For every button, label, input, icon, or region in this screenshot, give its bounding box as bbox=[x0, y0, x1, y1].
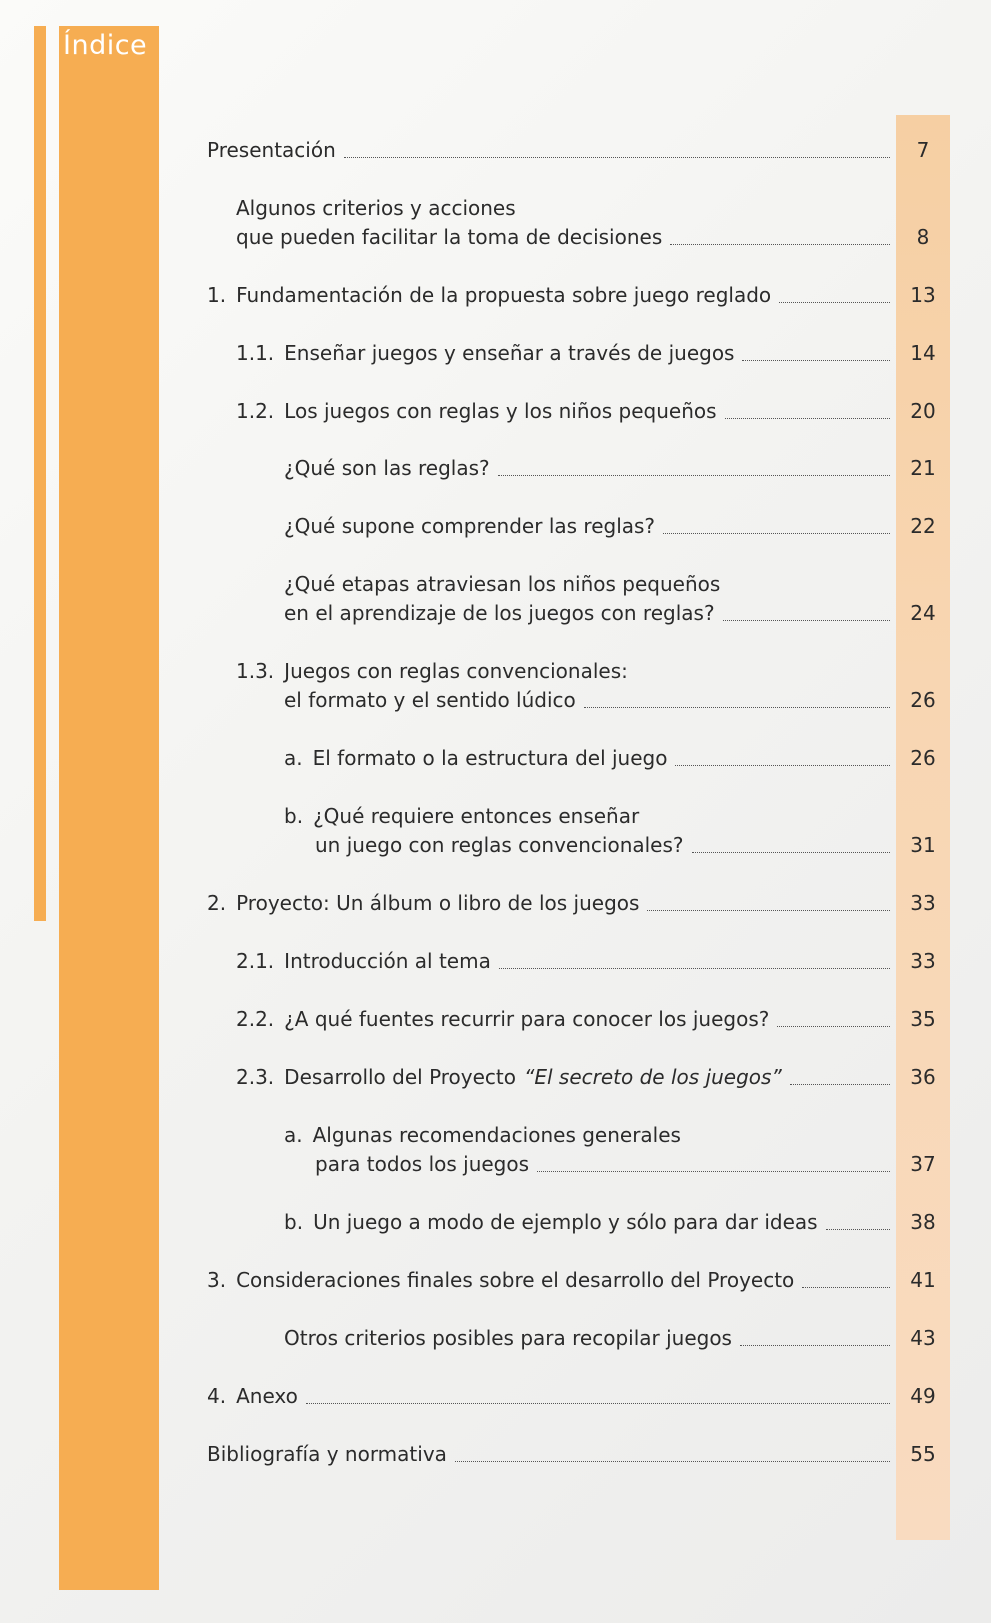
page-number: 49 bbox=[910, 1384, 936, 1408]
toc-entry-label: Otros criterios posibles para recopilar juegos bbox=[284, 1326, 732, 1350]
toc-entry-label: ¿Qué etapas atraviesan los niños pequeños bbox=[284, 572, 721, 596]
dot-leader bbox=[584, 707, 890, 708]
page-number: 26 bbox=[910, 746, 936, 770]
page-number: 8 bbox=[916, 225, 930, 249]
toc-entry-section-2-3[interactable] bbox=[236, 1062, 896, 1092]
toc-entry-section-1-3-a[interactable] bbox=[284, 743, 896, 773]
toc-entry-section-1[interactable] bbox=[207, 280, 896, 310]
dot-leader bbox=[826, 1229, 890, 1230]
toc-entry-label: Proyecto: Un álbum o libro de los juegos bbox=[236, 891, 640, 915]
page-number: 33 bbox=[910, 949, 936, 973]
dot-leader bbox=[455, 1461, 890, 1462]
dot-leader bbox=[647, 910, 890, 911]
toc-entry-label: Juegos con reglas convencionales: bbox=[284, 659, 628, 683]
project-title: “El secreto de los juegos” bbox=[524, 1065, 782, 1089]
dot-leader bbox=[537, 1171, 890, 1172]
section-number: 1.1. bbox=[236, 341, 275, 365]
dot-leader bbox=[306, 1403, 890, 1404]
toc-entry-label: Presentación bbox=[207, 138, 336, 162]
toc-entry-label: para todos los juegos bbox=[315, 1152, 530, 1176]
page-number: 14 bbox=[910, 341, 936, 365]
dot-leader bbox=[498, 475, 890, 476]
toc-entry-label: Anexo bbox=[236, 1384, 298, 1408]
toc-entry-label: ¿Qué supone comprender las reglas? bbox=[284, 514, 656, 538]
page-number: 13 bbox=[910, 283, 936, 307]
toc-entry-comprender-reglas[interactable] bbox=[284, 511, 896, 541]
dot-leader bbox=[740, 1345, 890, 1346]
page-number: 37 bbox=[910, 1152, 936, 1176]
toc-entry-label: Bibliografía y normativa bbox=[207, 1442, 447, 1466]
toc-entry-section-3[interactable] bbox=[207, 1265, 896, 1295]
toc-entry-que-son-reglas[interactable] bbox=[284, 453, 896, 483]
page-number: 20 bbox=[910, 399, 936, 423]
toc-entry-otros-criterios[interactable] bbox=[284, 1323, 896, 1353]
toc-entry-label: El formato o la estructura del juego bbox=[312, 746, 668, 770]
toc-entry-section-1-2[interactable] bbox=[236, 396, 896, 426]
section-number: a. bbox=[284, 746, 303, 770]
page-number: 38 bbox=[910, 1210, 936, 1234]
toc-entry-etapas[interactable] bbox=[284, 598, 896, 628]
page-number: 21 bbox=[910, 456, 936, 480]
dot-leader bbox=[663, 533, 890, 534]
page-number: 33 bbox=[910, 891, 936, 915]
toc-entry-label: Un juego a modo de ejemplo y sólo para dar ideas bbox=[313, 1210, 818, 1234]
toc-entry-label: ¿Qué son las reglas? bbox=[284, 456, 490, 480]
section-number: b. bbox=[284, 804, 304, 828]
toc-entry-label: Los juegos con reglas y los niños pequeños bbox=[284, 399, 717, 423]
section-number: 1.3. bbox=[236, 659, 275, 683]
page-number: 36 bbox=[910, 1065, 936, 1089]
dot-leader bbox=[777, 1026, 890, 1027]
page-number: 7 bbox=[916, 138, 930, 162]
toc-entry-label: ¿A qué fuentes recurrir para conocer los juegos? bbox=[284, 1007, 770, 1031]
dot-leader bbox=[723, 620, 890, 621]
toc-entry-label: Algunas recomendaciones generales bbox=[312, 1123, 681, 1147]
toc-entry-label: Enseñar juegos y enseñar a través de juegos bbox=[284, 341, 735, 365]
toc-entry-section-1-3-b[interactable] bbox=[315, 830, 896, 860]
toc-entry-heading-1-3 bbox=[236, 656, 628, 686]
dot-leader bbox=[725, 418, 890, 419]
page-number: 43 bbox=[910, 1326, 936, 1350]
section-number: 2.1. bbox=[236, 949, 275, 973]
page-number: 55 bbox=[910, 1442, 936, 1466]
toc-entry-section-1-3[interactable] bbox=[284, 685, 896, 715]
section-number: 3. bbox=[207, 1268, 227, 1292]
toc-entry-label: Desarrollo del Proyecto bbox=[284, 1065, 517, 1089]
toc-entry-heading-2-3-a bbox=[284, 1120, 681, 1150]
toc-entry-label: un juego con reglas convencionales? bbox=[315, 833, 684, 857]
toc-entry-bibliografia[interactable] bbox=[207, 1439, 896, 1469]
dot-leader bbox=[670, 244, 890, 245]
toc-entry-heading-1-3-b bbox=[284, 801, 639, 831]
dot-leader bbox=[692, 852, 890, 853]
toc-entry-section-1-1[interactable] bbox=[236, 338, 896, 368]
section-number: 1.2. bbox=[236, 399, 275, 423]
toc-entry-section-2-3-b[interactable] bbox=[284, 1207, 896, 1237]
section-number: 1. bbox=[207, 283, 227, 307]
toc-entry-label: el formato y el sentido lúdico bbox=[284, 688, 576, 712]
page-number: 24 bbox=[910, 601, 936, 625]
dot-leader bbox=[675, 765, 890, 766]
toc-entry-label: Introducción al tema bbox=[284, 949, 491, 973]
toc-entry-section-2[interactable] bbox=[207, 888, 896, 918]
page-number: 41 bbox=[910, 1268, 936, 1292]
page-number: 22 bbox=[910, 514, 936, 538]
toc-entry-section-2-3-a[interactable] bbox=[315, 1149, 896, 1179]
toc-entry-presentacion[interactable] bbox=[207, 135, 896, 165]
dot-leader bbox=[790, 1084, 890, 1085]
section-number: 4. bbox=[207, 1384, 227, 1408]
toc-entry-label: Fundamentación de la propuesta sobre juego reglado bbox=[236, 283, 772, 307]
toc-entry-label: Algunos criterios y acciones bbox=[236, 196, 516, 220]
section-number: a. bbox=[284, 1123, 303, 1147]
dot-leader bbox=[499, 968, 890, 969]
toc-entry-label: ¿Qué requiere entonces enseñar bbox=[313, 804, 640, 828]
index-title: Índice bbox=[63, 30, 148, 61]
toc-entry-section-4[interactable] bbox=[207, 1381, 896, 1411]
toc-entry-section-2-2[interactable] bbox=[236, 1004, 896, 1034]
dot-leader bbox=[344, 157, 890, 158]
toc-entry-label: en el aprendizaje de los juegos con reglas? bbox=[284, 601, 715, 625]
page-number: 31 bbox=[910, 833, 936, 857]
section-number: 2.3. bbox=[236, 1065, 275, 1089]
toc-entry-criterios[interactable] bbox=[236, 222, 896, 252]
toc-entry-label: que pueden facilitar la toma de decisiones bbox=[236, 225, 663, 249]
dot-leader bbox=[779, 302, 890, 303]
section-number: b. bbox=[284, 1210, 304, 1234]
page-number: 35 bbox=[910, 1007, 936, 1031]
page-number: 26 bbox=[910, 688, 936, 712]
toc-entry-section-2-1[interactable] bbox=[236, 946, 896, 976]
section-number: 2.2. bbox=[236, 1007, 275, 1031]
toc-entry-label: Consideraciones finales sobre el desarrollo del Proyecto bbox=[236, 1268, 795, 1292]
dot-leader bbox=[802, 1287, 890, 1288]
dot-leader bbox=[742, 360, 890, 361]
section-number: 2. bbox=[207, 891, 227, 915]
